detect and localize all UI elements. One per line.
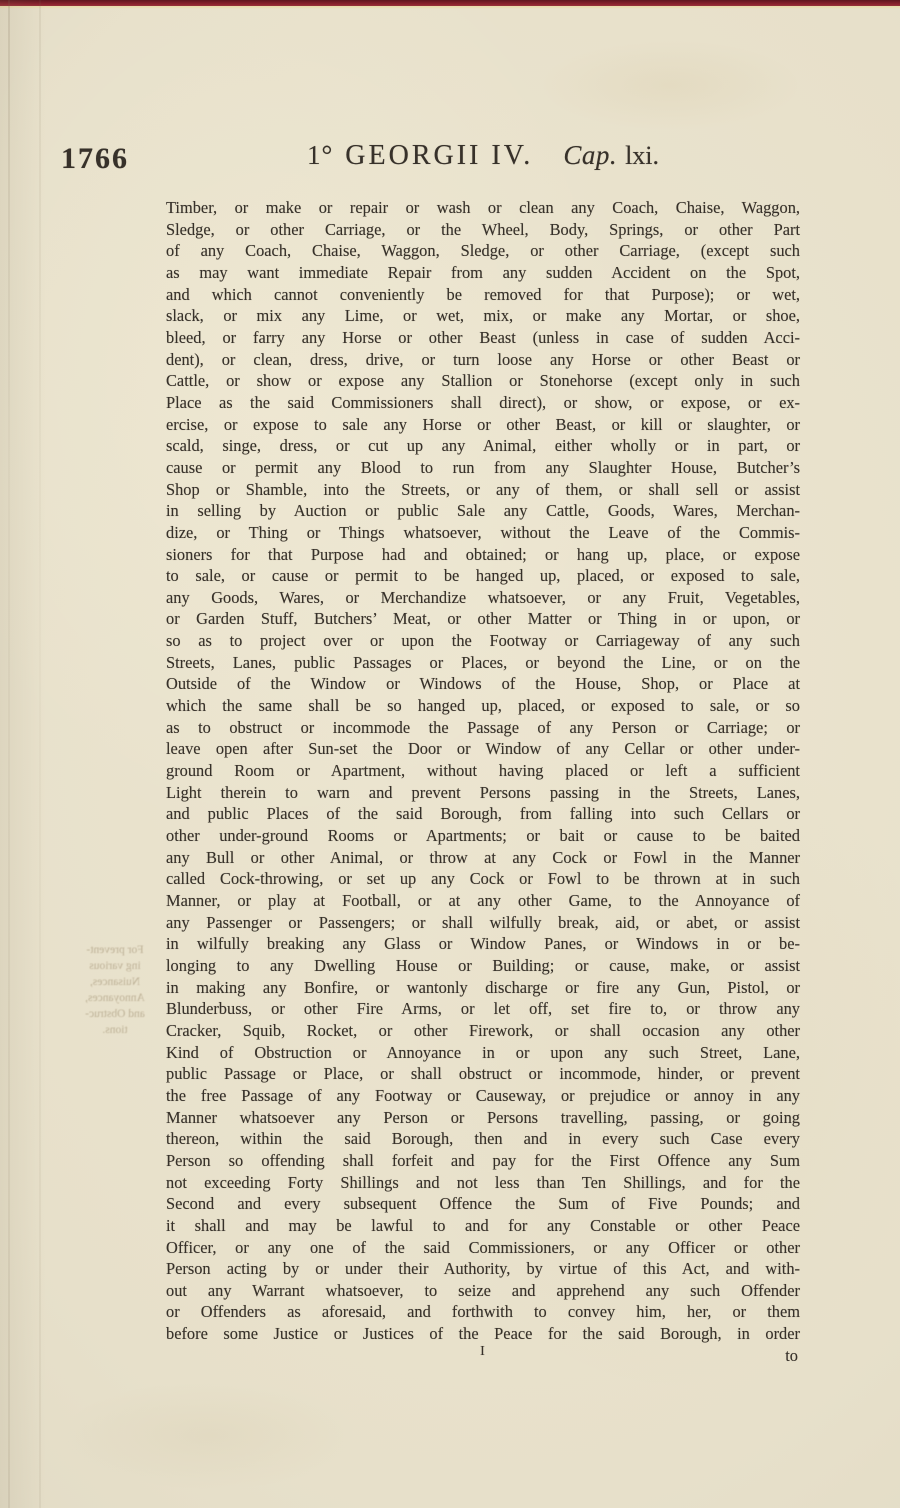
catchword: to <box>785 1346 798 1365</box>
body-text-line: Light therein to warn and prevent Persons passing in the Streets, Lanes, <box>166 782 800 802</box>
body-text-line: thereon, within the said Borough, then and in every such Case every <box>166 1129 800 1149</box>
body-text-line: any Bull or other Animal, or throw at any Cock or Fowl in the Manner <box>166 847 800 867</box>
gutter-shadow <box>0 0 46 1508</box>
body-text-line: any Passenger or Passengers; or shall wilfully break, aid, or abet, or assist <box>166 912 800 932</box>
body-text-line: public Passage or Place, or shall obstruct or incommode, hinder, or prevent <box>166 1064 800 1084</box>
body-text-line: sioners for that Purpose had and obtained; or hang up, place, or expose <box>166 544 800 564</box>
body-text-line: or Garden Stuff, Butchers’ Meat, or other Matter or Thing in or upon, or <box>166 609 800 629</box>
body-text-line: any Goods, Wares, or Merchandize whatsoever, or any Fruit, Vegetables, <box>166 587 800 607</box>
body-text-line: ground Room or Apartment, without having placed or left a sufficient <box>166 761 800 781</box>
body-text-line: in wilfully breaking any Glass or Window Panes, or Windows in or be- <box>166 934 800 954</box>
body-text-line: to sale, or cause or permit to be hanged up, placed, or exposed to sale, <box>166 566 800 586</box>
body-text-line: cause or permit any Blood to run from any Slaughter House, Butcher’s <box>166 457 800 477</box>
paper-stain <box>60 1380 360 1490</box>
body-text-line: Second and every subsequent Offence the Sum of Five Pounds; and <box>166 1194 800 1214</box>
body-text-line: Blunderbuss, or other Fire Arms, or let off, set fire to, or throw any <box>166 999 800 1019</box>
ghost-note-line: and Obstruc- <box>85 1008 145 1020</box>
body-text-line: called Cock-throwing, or set up any Cock or Fowl to be thrown at in such <box>166 869 800 889</box>
chapter-label: Cap. <box>563 140 618 170</box>
page-footer <box>166 1344 800 1370</box>
body-text-line: in selling by Auction or public Sale any Cattle, Goods, Wares, Merchan- <box>166 501 800 521</box>
body-text-line: out any Warrant whatsoever, to seize and apprehend any such Offender <box>166 1280 800 1300</box>
body-text-line: leave open after Sun-set the Door or Window of any Cellar or other under- <box>166 739 800 759</box>
body-text-line: Manner whatsoever any Person or Persons travelling, passing, or going <box>166 1107 800 1127</box>
paper-stain <box>540 40 800 130</box>
body-text-line: Place as the said Commissioners shall direct), or show, or expose, or ex- <box>166 392 800 412</box>
body-text-line: and which cannot conveniently be removed for that Purpose); or wet, <box>166 284 800 304</box>
page-crease-line <box>39 0 41 1508</box>
body-text-line: not exceeding Forty Shillings and not less than Ten Shillings, and for the <box>166 1172 800 1192</box>
body-text-line: Streets, Lanes, public Passages or Places, or beyond the Line, or on the <box>166 652 800 672</box>
body-text-line: slack, or mix any Lime, or wet, mix, or make any Mortar, or shoe, <box>166 306 800 326</box>
signature-mark: I <box>480 1344 486 1359</box>
body-text-line: other under-ground Rooms or Apartments; or bait or cause to be baited <box>166 826 800 846</box>
body-text-line: the free Passage of any Footway or Causeway, or prejudice or annoy in any <box>166 1085 800 1105</box>
body-text-line: which the same shall be so hanged up, placed, or exposed to sale, or so <box>166 696 800 716</box>
body-text-line: Shop or Shamble, into the Streets, or any of them, or shall sell or assist <box>166 479 800 499</box>
regnal-year: 1° <box>306 140 334 170</box>
body-text-line: Person so offending shall forfeit and pay for the First Offence any Sum <box>166 1150 800 1170</box>
body-text-line: Kind of Obstruction or Annoyance in or upon any such Street, Lane, <box>166 1042 800 1062</box>
body-text-line: as to obstruct or incommode the Passage of any Person or Carriage; or <box>166 717 800 737</box>
body-text-line: Sledge, or other Carriage, or the Wheel, Body, Springs, or other Part <box>166 219 800 239</box>
ghost-note-line: Nuisances, <box>89 976 141 988</box>
body-text-line: Manner, or play at Football, or at any other Game, to the Annoyance of <box>166 891 800 910</box>
page-number: 1766 <box>61 142 129 175</box>
show-through-marginal-note <box>68 942 162 1038</box>
body-text-line: Timber, or make or repair or wash or clean any Coach, Chaise, Waggon, <box>166 198 800 217</box>
ghost-note-line: ing various <box>89 960 141 972</box>
body-text-line: dize, or Thing or Things whatsoever, without the Leave of the Commis- <box>166 522 800 542</box>
body-text-line: in making any Bonfire, or wantonly discharge or fire any Gun, Pistol, or <box>166 977 800 997</box>
body-text-line: dent), or clean, dress, drive, or turn loose any Horse or other Beast or <box>166 349 800 369</box>
body-text-line: it shall and may be lawful to and for any Constable or other Peace <box>166 1215 800 1235</box>
page-crease-line <box>8 0 10 1508</box>
act-body-paragraph <box>166 197 800 1345</box>
ghost-note-line: tions. <box>102 1024 128 1036</box>
running-header <box>166 140 800 172</box>
body-text-line: Outside of the Window or Windows of the House, Shop, or Place at <box>166 674 800 694</box>
body-text-line: and public Places of the said Borough, from falling into such Cellars or <box>166 804 800 824</box>
page-edge-highlight <box>0 6 900 9</box>
monarch-name: GEORGII IV. <box>345 140 534 171</box>
body-text-line: before some Justice or Justices of the Peace for the said Borough, in order <box>166 1324 800 1344</box>
body-text-line: Person acting by or under their Authority, by virtue of this Act, and with- <box>166 1259 800 1279</box>
body-text-line: Officer, or any one of the said Commissioners, or any Officer or other <box>166 1237 800 1257</box>
body-text-line: Cattle, or show or expose any Stallion or Stonehorse (except only in such <box>166 371 800 391</box>
body-text-line: as may want immediate Repair from any sudden Accident on the Spot, <box>166 262 800 282</box>
body-text-line: bleed, or farry any Horse or other Beast (unless in case of sudden Acci- <box>166 327 800 347</box>
body-text-line: Cracker, Squib, Rocket, or other Firework, or shall occasion any other <box>166 1020 800 1040</box>
ghost-note-line: Annoyances, <box>85 992 145 1004</box>
body-text-line: longing to any Dwelling House or Building; or cause, make, or assist <box>166 955 800 975</box>
body-text-line: so as to project over or upon the Footway or Carriageway of any such <box>166 631 800 651</box>
body-text-line: scald, singe, dress, or cut up any Animal, either wholly or in part, or <box>166 436 800 456</box>
body-text-line: or Offenders as aforesaid, and forthwith to convey him, her, or them <box>166 1302 800 1322</box>
chapter-number: lxi. <box>625 141 660 170</box>
body-text-line: of any Coach, Chaise, Waggon, Sledge, or other Carriage, (except such <box>166 241 800 261</box>
body-text-line: ercise, or expose to sale any Horse or other Beast, or kill or slaughter, or <box>166 414 800 434</box>
ghost-note-line: For prevent- <box>86 944 144 956</box>
